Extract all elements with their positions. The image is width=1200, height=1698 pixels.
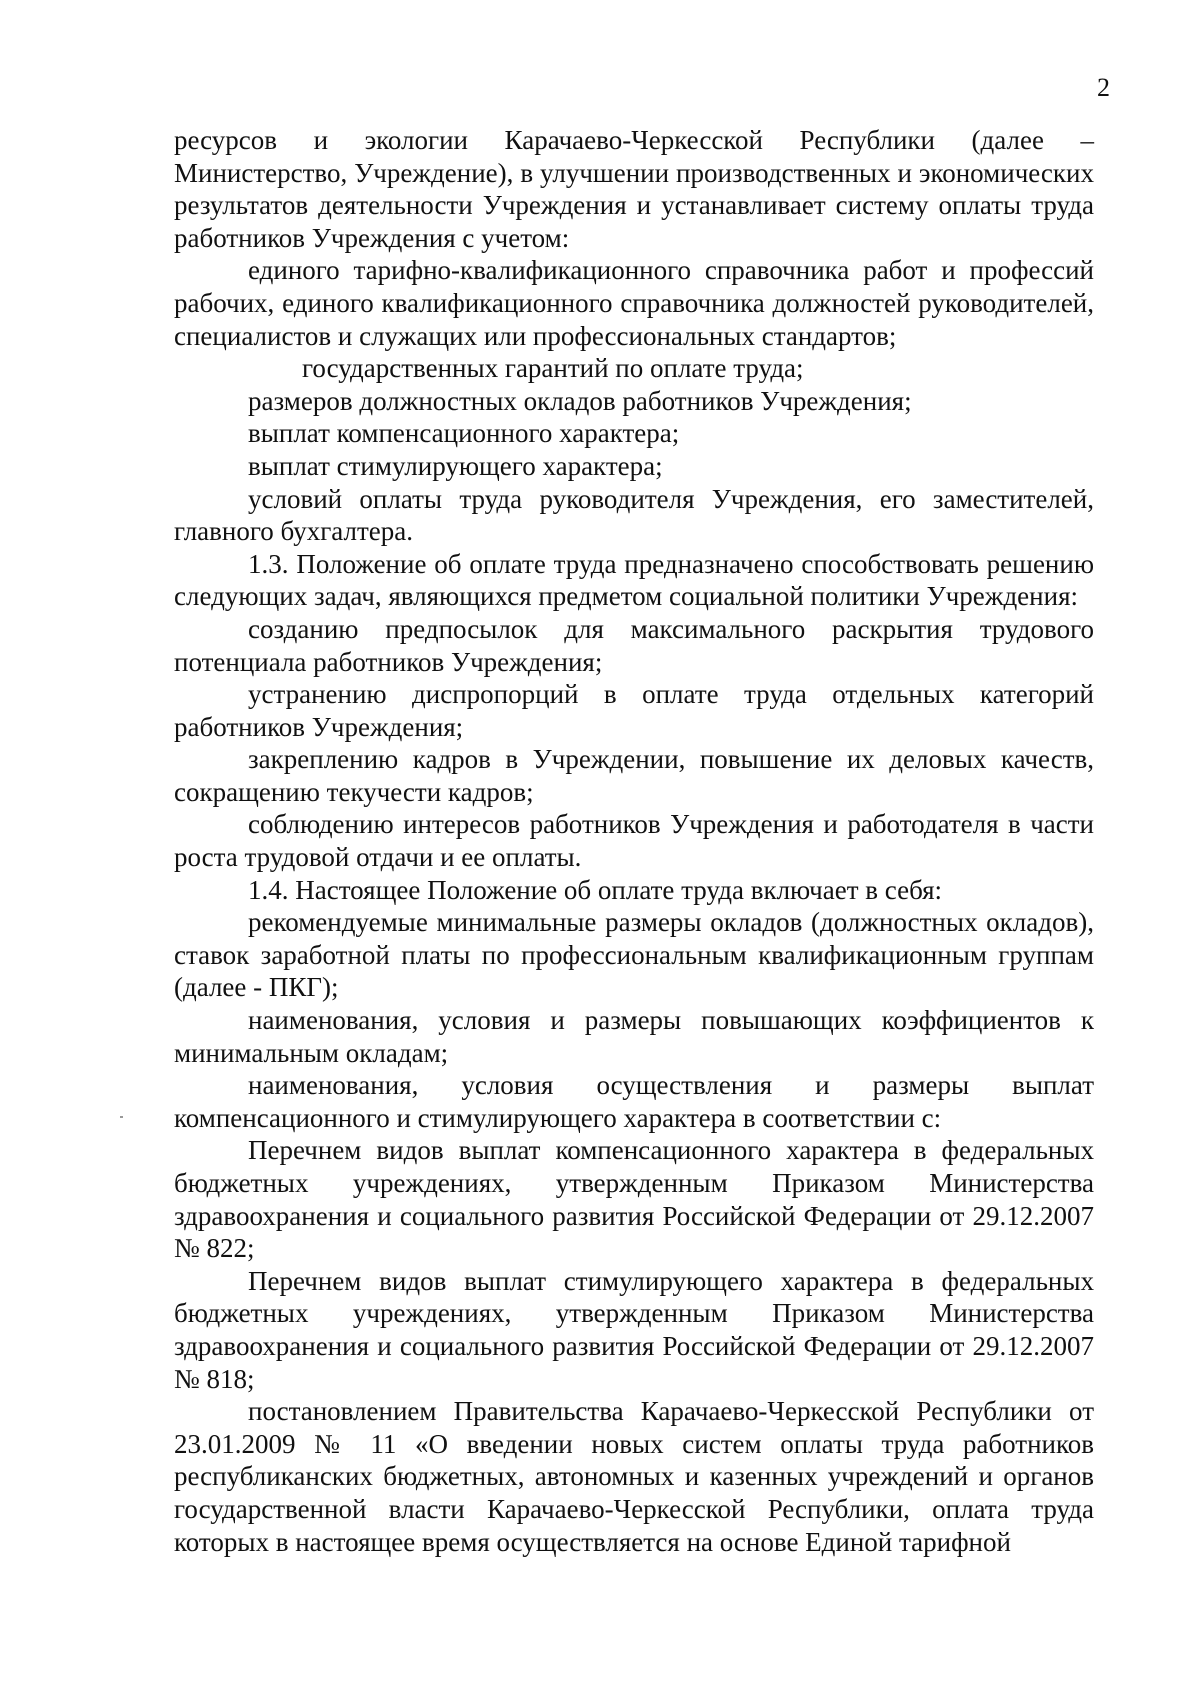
paragraph: наименования, условия и размеры повышающих коэффициентов к минимальным окладам; — [174, 1005, 1094, 1068]
paragraph: устранению диспропорций в оплате труда отдельных категорий работников Учреждения; — [174, 679, 1094, 742]
paragraph: выплат компенсационного характера; — [248, 418, 680, 449]
paragraph: 1.4. Настоящее Положение об оплате труда включает в себя: — [248, 874, 943, 905]
paragraph: выплат стимулирующего характера; — [248, 450, 663, 481]
paragraph: созданию предпосылок для максимального раскрытия трудового потенциала работников Учреждения; — [174, 613, 1094, 677]
scan-speck — [120, 1116, 123, 1118]
paragraph: размеров должностных окладов работников Учреждения; — [248, 385, 912, 416]
paragraph: постановлением Правительства Карачаево-Черкесской Республики от 23.01.2009 № 11 «О введении новых систем оплаты труда работников республиканских бюджетных, автономных и казенных учреждений и органов государственной власти Карачаево-Черкесской Республики, оплата труда которых в настоящее время осуществляется на основе Единой тарифной — [174, 1396, 1094, 1557]
page-number: 2 — [1097, 73, 1110, 102]
paragraph: условий оплаты труда руководителя Учреждения, его заместителей, главного бухгалтера. — [174, 483, 1094, 547]
paragraph: соблюдению интересов работников Учреждения и работодателя в части роста трудовой отдачи и ее оплаты. — [174, 809, 1094, 873]
paragraph: 1.3. Положение об оплате труда предназначено способствовать решению следующих задач, являющихся предметом социальной политики Учреждения: — [174, 548, 1094, 612]
paragraph: ресурсов и экологии Карачаево-Черкесской Республики (далее – Министерство, Учреждение), в улучшении производственных и экономических результатов деятельности Учреждения и устанавливает систему оплаты труда работников Учреждения с учетом: — [174, 125, 1094, 253]
paragraph: рекомендуемые минимальные размеры окладов (должностных окладов), ставок заработной платы по профессиональным квалификационным группам (далее - ПКГ); — [174, 907, 1094, 1003]
paragraph: закреплению кадров в Учреждении, повышение их деловых качеств, сокращению текучести кадров; — [174, 744, 1094, 807]
paragraph: наименования, условия осуществления и размеры выплат компенсационного и стимулирующего характера в соответствии с: — [174, 1070, 1094, 1133]
paragraph: Перечнем видов выплат компенсационного характера в федеральных бюджетных учреждениях, утвержденным Приказом Министерства здравоохранения и социального развития Российской Федерации от 29.12.2007 № 822; — [174, 1135, 1094, 1264]
document-body — [174, 124, 1094, 1558]
paragraph: единого тарифно-квалификационного справочника работ и профессий рабочих, единого квалификационного справочника должностей руководителей, специалистов и служащих или профессиональных стандартов; — [174, 255, 1094, 351]
paragraph: государственных гарантий по оплате труда; — [302, 353, 804, 384]
paragraph: Перечнем видов выплат стимулирующего характера в федеральных бюджетных учреждениях, утвержденным Приказом Министерства здравоохранения и социального развития Российской Федерации от 29.12.2007 № 818; — [174, 1265, 1094, 1394]
